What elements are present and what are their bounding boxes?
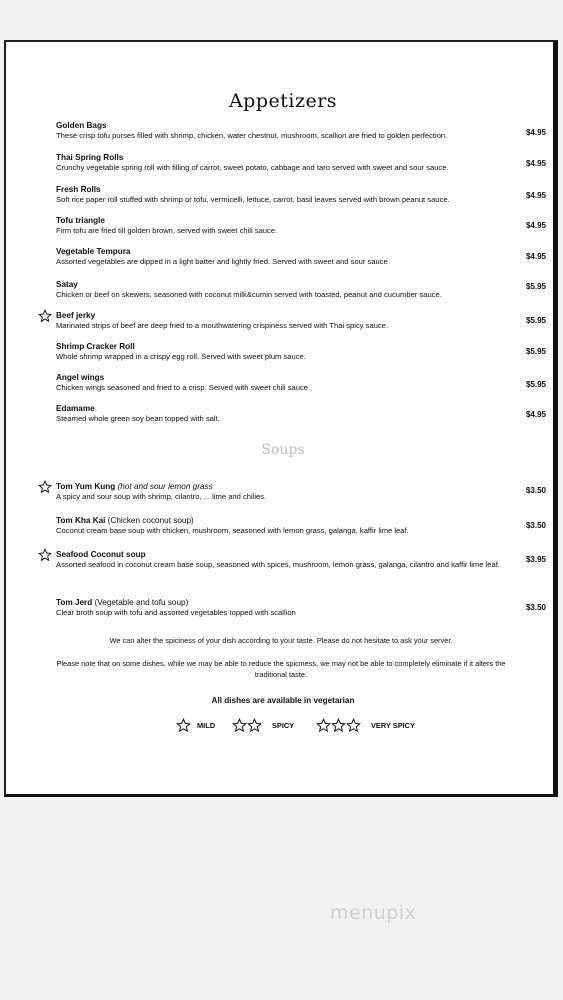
item-name: Tom Jerd <box>56 598 93 607</box>
spiciness-note: We can alter the spiciness of your dish according to your taste. Please do not hesitate to ask your server. <box>109 636 453 645</box>
item-description: Crunchy vegetable spring roll with filling of carrot, sweet potato, cabbage and taro served with sweet and sour sauce. <box>56 163 449 172</box>
item-price: $3.95 <box>525 555 546 564</box>
item-price: $4.95 <box>525 252 546 261</box>
menu-item-thai-spring-rolls <box>56 153 546 173</box>
item-name: Shrimp Cracker Roll <box>56 342 135 351</box>
menu-item-vegetable-tempura <box>56 247 546 267</box>
item-description: A spicy and sour soup with shrimp, cilantro, ... lime and chilies. <box>56 492 267 501</box>
item-description: Steamed whole green soy bean topped with salt. <box>56 414 220 423</box>
menu-item-angel-wings <box>56 373 546 393</box>
vegetarian-note: All dishes are available in vegetarian <box>211 696 355 705</box>
item-description: Soft rice paper roll stuffed with shrimp or tofu, vermicelli, lettuce, carrot, basil leaves served with brown peanut sauce. <box>56 195 450 204</box>
menu-item-tofu-triangle <box>56 216 546 236</box>
item-name: Vegetable Tempura <box>56 247 131 256</box>
item-name: Golden Bags <box>56 121 107 130</box>
menu-item-seafood-coconut-soup <box>56 550 546 570</box>
item-subtitle: (Chicken coconut soup) <box>107 516 194 525</box>
menu-item-golden-bags <box>56 121 546 141</box>
item-name: Beef jerky <box>56 311 96 320</box>
item-name: Fresh Rolls <box>56 185 101 194</box>
item-description: Whole shrimp wrapped in a crispy egg roll. Served with sweet plum sauce. <box>56 352 306 361</box>
legend-mild <box>176 718 215 733</box>
spice-legend <box>6 718 560 738</box>
item-description: Coconut cream base soup with chicken, mushroom, seasoned with lemon grass, galanga, kaffir lime leaf. <box>56 526 409 535</box>
star-icon <box>316 718 331 733</box>
spicy-star-icon <box>38 480 52 494</box>
item-description: Chicken or beef on skewers, seasoned with coconut milk&cumin served with toasted, peanut and cucumber sauce. <box>56 290 442 299</box>
item-price: $3.50 <box>525 486 546 495</box>
item-name: Edamame <box>56 404 95 413</box>
item-price: $5.95 <box>525 316 546 325</box>
item-price: $4.95 <box>525 221 546 230</box>
legend-very-spicy <box>316 718 415 733</box>
item-price: $5.95 <box>525 347 546 356</box>
menu-item-beef-jerky <box>56 311 546 331</box>
menu-item-fresh-rolls <box>56 185 546 205</box>
item-description: Firm tofu are fried till golden brown, served with sweet chili sauce. <box>56 226 278 235</box>
item-price: $3.50 <box>525 603 546 612</box>
star-icon <box>176 718 191 733</box>
item-price: $4.95 <box>525 191 546 200</box>
item-price: $5.95 <box>525 380 546 389</box>
star-icon <box>232 718 247 733</box>
item-name: Seafood Coconut soup <box>56 550 146 559</box>
menupix-watermark: menupix <box>330 902 417 924</box>
item-description: Marinated strips of beef are deep fried to a mouthwatering crispiness served with Thai spicy sauce. <box>56 321 389 330</box>
item-description: Assorted vegetables are dipped in a light batter and lightly fried. Served with sweet and sour sauce <box>56 257 388 266</box>
appetizers-heading: Appetizers <box>228 90 338 112</box>
item-name: Tom Yum Kung <box>56 482 116 491</box>
item-price: $4.95 <box>525 128 546 137</box>
legend-spicy <box>232 718 294 733</box>
star-icon <box>331 718 346 733</box>
item-description: Chicken wings seasoned and fried to a crisp. Served with sweet chili sauce. <box>56 383 311 392</box>
item-price: $4.95 <box>525 159 546 168</box>
menu-item-shrimp-cracker-roll <box>56 342 546 362</box>
legend-label: VERY SPICY <box>371 721 415 730</box>
item-price: $5.95 <box>525 282 546 291</box>
traditional-taste-note: Please note that on some dishes, while we may be able to reduce the spiciness, we may not be able to completely eliminate if it alters the traditional taste. <box>56 659 506 679</box>
item-subtitle: (Vegetable and tofu soup) <box>94 598 189 607</box>
soups-heading: Soups <box>261 442 305 458</box>
legend-label: SPICY <box>272 721 295 730</box>
menu-item-tom-yum-kung <box>56 482 546 502</box>
item-description: These crisp tofu purses filled with shrimp, chicken, water chestnut, mushroom, scallion are fried to golden perfection. <box>56 131 448 140</box>
item-name: Thai Spring Rolls <box>56 153 124 162</box>
spicy-star-icon <box>38 548 52 562</box>
item-description: Assorted seafood in coconut cream base soup, seasoned with spices, mushroom, lemon grass, galanga, cilantro and kaffir lime leaf. <box>56 560 500 569</box>
menu-item-tom-kha-kai <box>56 516 546 536</box>
item-name: Angel wings <box>56 373 105 382</box>
item-name: Satay <box>56 280 78 289</box>
item-description: Clear broth soup with tofu and assorted vegetables topped with scallion <box>56 608 296 617</box>
menu-item-satay <box>56 280 546 300</box>
menu-page <box>4 40 558 797</box>
item-subtitle: (hot and sour lemon grass <box>117 482 213 491</box>
star-icon <box>346 718 361 733</box>
legend-label: MILD <box>197 721 216 730</box>
item-price: $4.95 <box>525 410 546 419</box>
star-icon <box>247 718 262 733</box>
menu-item-edamame <box>56 404 546 424</box>
item-name: Tom Kha Kai <box>56 516 106 525</box>
menu-item-tom-jerd <box>56 598 546 618</box>
item-price: $3.50 <box>525 521 546 530</box>
spicy-star-icon <box>38 309 52 323</box>
item-name: Tofu triangle <box>56 216 105 225</box>
